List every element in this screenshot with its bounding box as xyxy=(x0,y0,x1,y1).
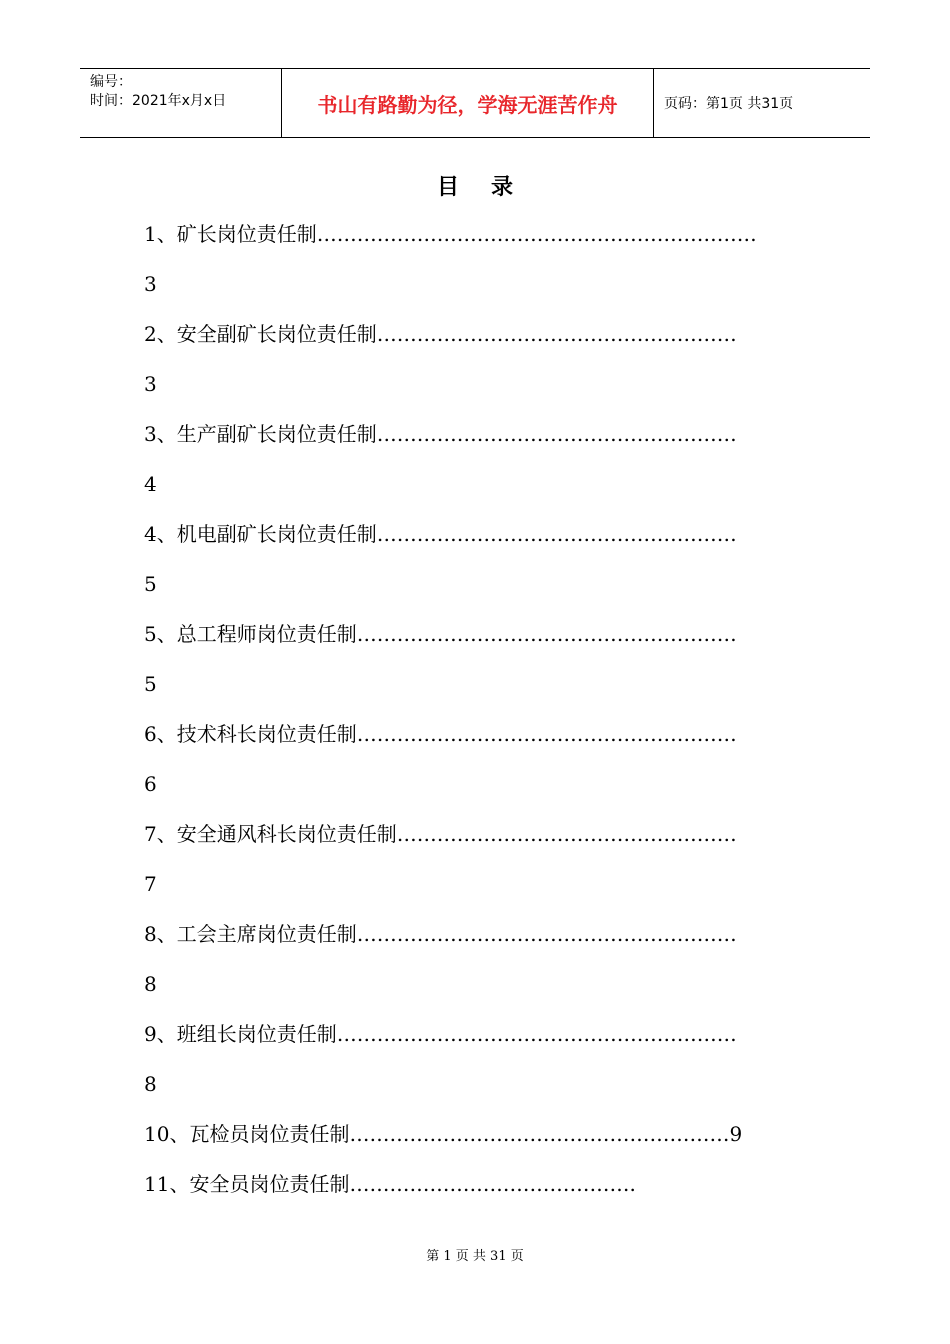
toc-line: 4、机电副矿长岗位责任制……………………………………………… xyxy=(144,522,737,546)
document-number-label: 编号： xyxy=(90,74,132,90)
toc-line: 3 xyxy=(144,272,157,296)
toc-line: 8、工会主席岗位责任制………………………………………………… xyxy=(144,922,737,946)
toc-line: 1、矿长岗位责任制………………………………………………………… xyxy=(144,222,757,246)
toc-line: 5 xyxy=(144,572,157,596)
toc-line: 3、生产副矿长岗位责任制……………………………………………… xyxy=(144,422,737,446)
document-header xyxy=(80,68,870,138)
toc-line: 7 xyxy=(144,872,157,896)
page-footer: 第 1 页 共 31 页 xyxy=(426,1249,524,1264)
header-meta xyxy=(80,69,281,137)
toc-line: 10、瓦检员岗位责任制…………………………………………………9 xyxy=(144,1122,743,1146)
toc-line: 4 xyxy=(144,472,157,496)
toc-line: 5、总工程师岗位责任制………………………………………………… xyxy=(144,622,737,646)
toc-line: 7、安全通风科长岗位责任制…………………………………………… xyxy=(144,822,737,846)
toc-line: 8 xyxy=(144,1072,157,1096)
toc-line: 8 xyxy=(144,972,157,996)
header-motto: 书山有路勤为径，学海无涯苦作舟 xyxy=(281,69,654,137)
toc-line: 5 xyxy=(144,672,157,696)
header-page-info: 页码：第1页 共31页 xyxy=(664,96,794,112)
table-of-contents xyxy=(144,212,804,1212)
toc-line: 9、班组长岗位责任制…………………………………………………… xyxy=(144,1022,737,1046)
toc-line: 11、安全员岗位责任制……………………………………. xyxy=(144,1172,636,1196)
toc-line: 6、技术科长岗位责任制………………………………………………… xyxy=(144,722,737,746)
document-time-label: 时间：2021年x月x日 xyxy=(90,93,227,109)
toc-line: 6 xyxy=(144,772,157,796)
page-title: 目录 xyxy=(436,175,545,200)
toc-line: 2、安全副矿长岗位责任制……………………………………………… xyxy=(144,322,737,346)
toc-line: 3 xyxy=(144,372,157,396)
